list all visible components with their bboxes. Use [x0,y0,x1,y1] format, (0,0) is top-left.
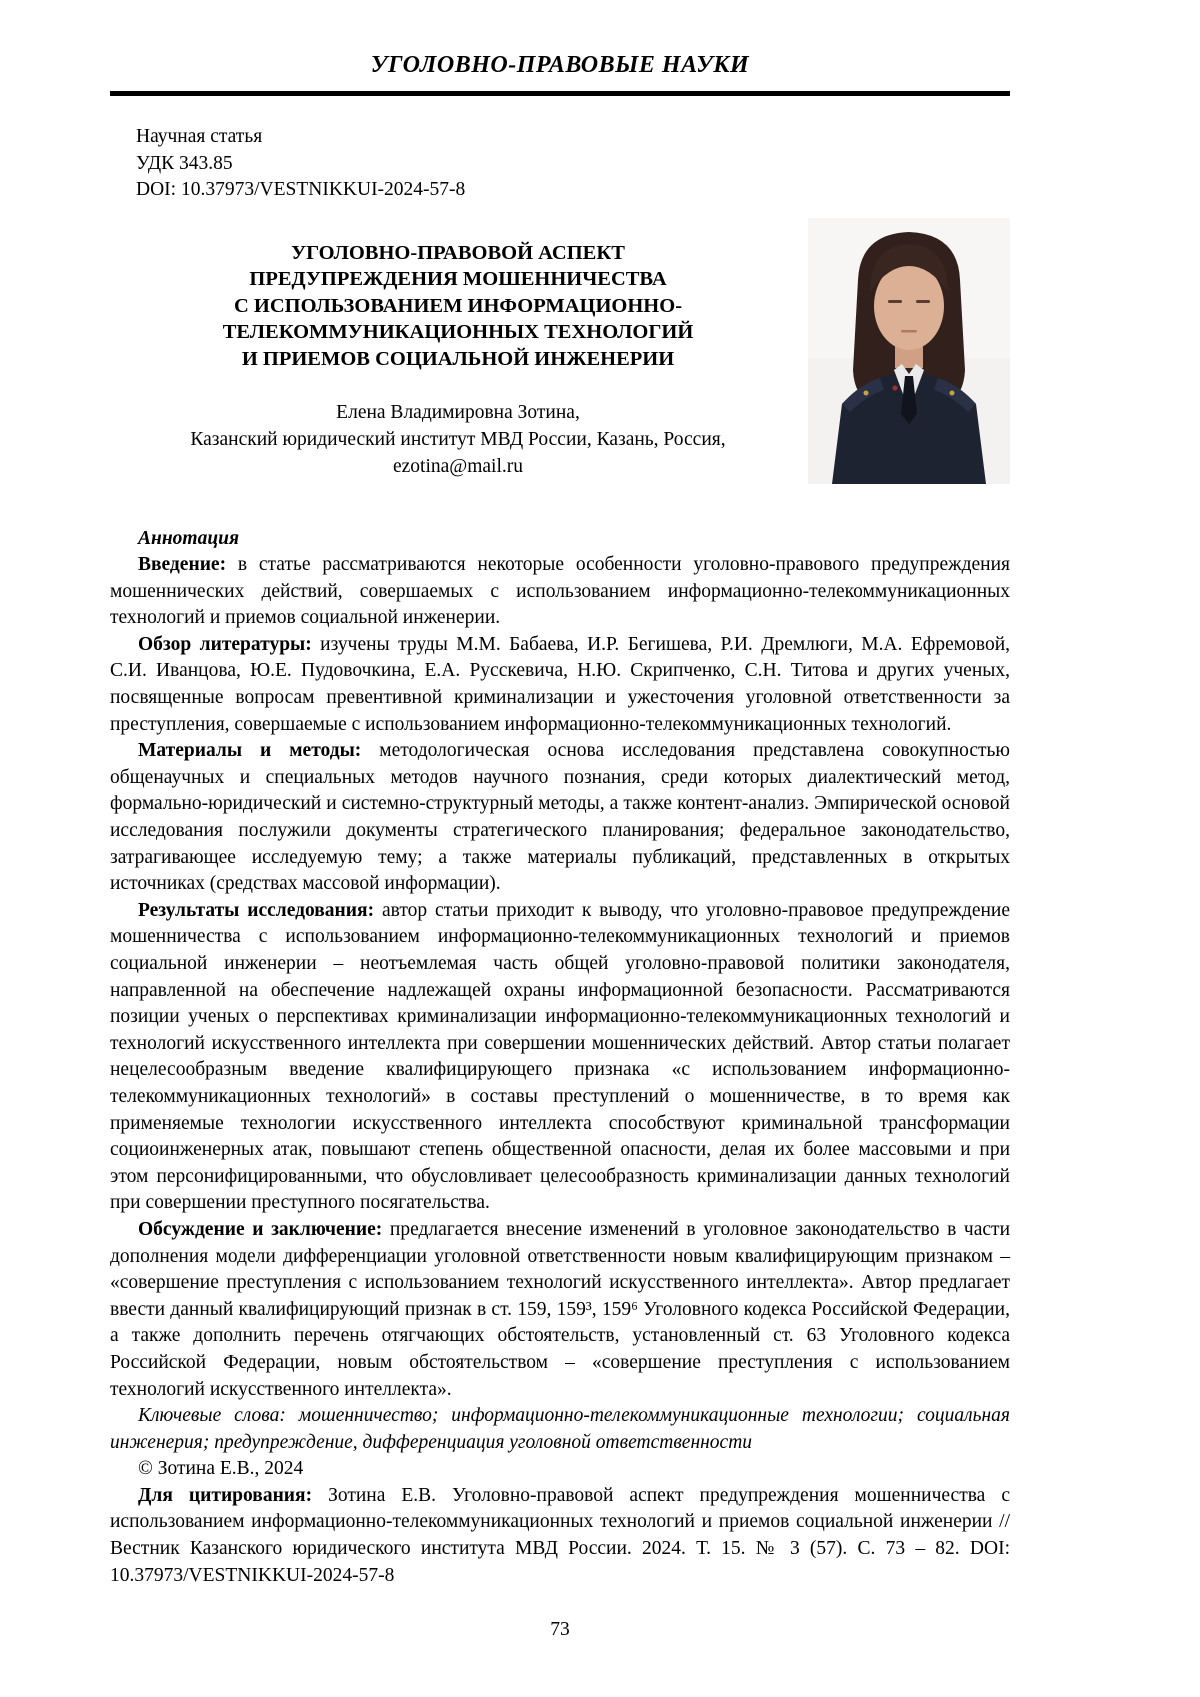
article-meta [110,124,1010,204]
title-and-photo-row [110,218,1010,484]
paragraph-text: методологическая основа исследования представлена совокупностью общенаучных и специальных методов научного познания, среди которых диалектический метод, формально-юридический и системно-структурный методы, а также контент-анализ. Эмпирической основой исследования послужили документы стратегического планирования; федеральное законодательство, затрагивающее исследуемую тему; а также материалы публикаций, представленных в открытых источниках (средствах массовой информации). [110,740,1010,895]
abstract-paragraph-results [110,898,1010,1217]
article-title-line: ПРЕДУПРЕЖДЕНИЯ МОШЕННИЧЕСТВА [249,268,667,290]
abstract-paragraph-discussion [110,1217,1010,1403]
paragraph-lead-results: Результаты исследования: [138,899,375,921]
abstract-paragraph-introduction [110,552,1010,632]
article-title-line: И ПРИЕМОВ СОЦИАЛЬНОЙ ИНЖЕНЕРИИ [241,347,675,370]
header-rule [110,91,1010,96]
article-type-label: Научная статья [136,126,263,147]
keywords-text: мошенничество; информационно-телекоммуникационные технологии; социальная инженерия; предупреждение, дифференциация уголовной ответственности [110,1405,1010,1453]
keywords-paragraph [110,1403,1010,1456]
paragraph-lead-methods: Материалы и методы: [138,740,362,762]
author-photo-image [808,218,1010,484]
abstract-paragraph-literature [110,632,1010,738]
paragraph-text: предлагается внесение изменений в уголовное законодательство в части дополнения модели дифференциации уголовной ответственности новым квалифицирующим признаком – «совершение преступления с использованием технологий искусственного интеллекта». Автор предлагает ввести данный квалифицирующий признак в ст. 159, 159³, 159⁶ Уголовного кодекса Российской Федерации, а также дополнить перечень отягчающих обстоятельств, установленный ст. 63 Уголовного кодекса Российской Федерации, новым обстоятельством – «совершение преступления с использованием технологий искусственного интеллекта». [110,1218,1010,1400]
author-photo [808,218,1010,484]
paragraph-lead-discussion: Обсуждение и заключение: [138,1218,383,1240]
title-column [110,218,806,481]
citation-lead: Для цитирования: [138,1484,313,1506]
page-number: 73 [550,1619,570,1641]
abstract-paragraph-methods [110,738,1010,898]
abstract-section [110,526,1010,1590]
article-title [110,240,806,373]
copyright-line: © Зотина Е.В., 2024 [138,1458,304,1480]
doi-label: DOI: 10.37973/VESTNIKKUI-2024-57-8 [136,179,466,200]
citation-text: Зотина Е.В. Уголовно-правовой аспект предупреждения мошенничества с использованием информационно-телекоммуникационных технологий и приемов социальной инженерии // Вестник Казанского юридического института МВД России. 2024. Т. 15. № 3 (57). С. 73 – 82. DOI: 10.37973/VESTNIKKUI-2024-57-8 [110,1484,1010,1586]
author-email: ezotina@mail.ru [392,456,524,477]
udc-label: УДК 343.85 [136,152,233,174]
paragraph-lead-literature: Обзор литературы: [138,633,312,655]
keywords-label: Ключевые слова: [138,1405,286,1427]
journal-section-header: УГОЛОВНО-ПРАВОВЫЕ НАУКИ [370,52,750,78]
paragraph-text: в статье рассматриваются некоторые особенности уголовно-правового предупреждения мошеннических действий, совершаемых с использованием информационно-телекоммуникационных технологий и приемов социальной инженерии. [110,554,1010,629]
article-title-line: ТЕЛЕКОММУНИКАЦИОННЫХ ТЕХНОЛОГИЙ [222,321,694,343]
author-block [110,399,806,480]
author-affiliation: Казанский юридический институт МВД России, Казань, Россия, [190,429,726,450]
article-title-line: С ИСПОЛЬЗОВАНИЕМ ИНФОРМАЦИОННО- [233,294,683,317]
annotation-heading: Аннотация [138,527,240,549]
paragraph-text: автор статьи приходит к выводу, что уголовно-правовое предупреждение мошенничества с использованием информационно-телекоммуникационных технологий и приемов социальной инженерии – неотъемлемая часть общей уголовно-правовой политики законодателя, направленной на обеспечение надлежащей охраны информационной безопасности. Рассматриваются позиции ученых о перспективах криминализации информационно-телекоммуникационных технологий и технологий искусственного интеллекта при совершении мошеннических действий. Автор статьи полагает нецелесообразным введение квалифицирующего признака «с использованием информационно-телекоммуникационных технологий» в составы преступлений о мошенничестве, в то время как применяемые технологии искусственного интеллекта способствуют криминальной трансформации социоинженерных атак, повышают степень общественной опасности, делая их более массовыми и при этом персонифицированными, что обусловливает целесообразность криминализации данных технологий при совершении преступного посягательства. [110,899,1011,1214]
author-name: Елена Владимировна Зотина, [336,402,580,423]
paragraph-text: изучены труды М.М. Бабаева, И.Р. Бегишева, Р.И. Дремлюги, М.А. Ефремовой, С.И. Иванцова, Ю.Е. Пудовочкина, Е.А. Русскевича, Н.Ю. Скрипченко, С.Н. Титова и других ученых, посвященные вопросам превентивной криминализации и ужесточения уголовной ответственности за преступления, совершаемые с использованием информационно-телекоммуникационных технологий. [110,633,1010,735]
article-title-line: УГОЛОВНО-ПРАВОВОЙ АСПЕКТ [291,241,625,264]
citation-paragraph [110,1483,1010,1589]
paragraph-lead-introduction: Введение: [138,554,227,576]
